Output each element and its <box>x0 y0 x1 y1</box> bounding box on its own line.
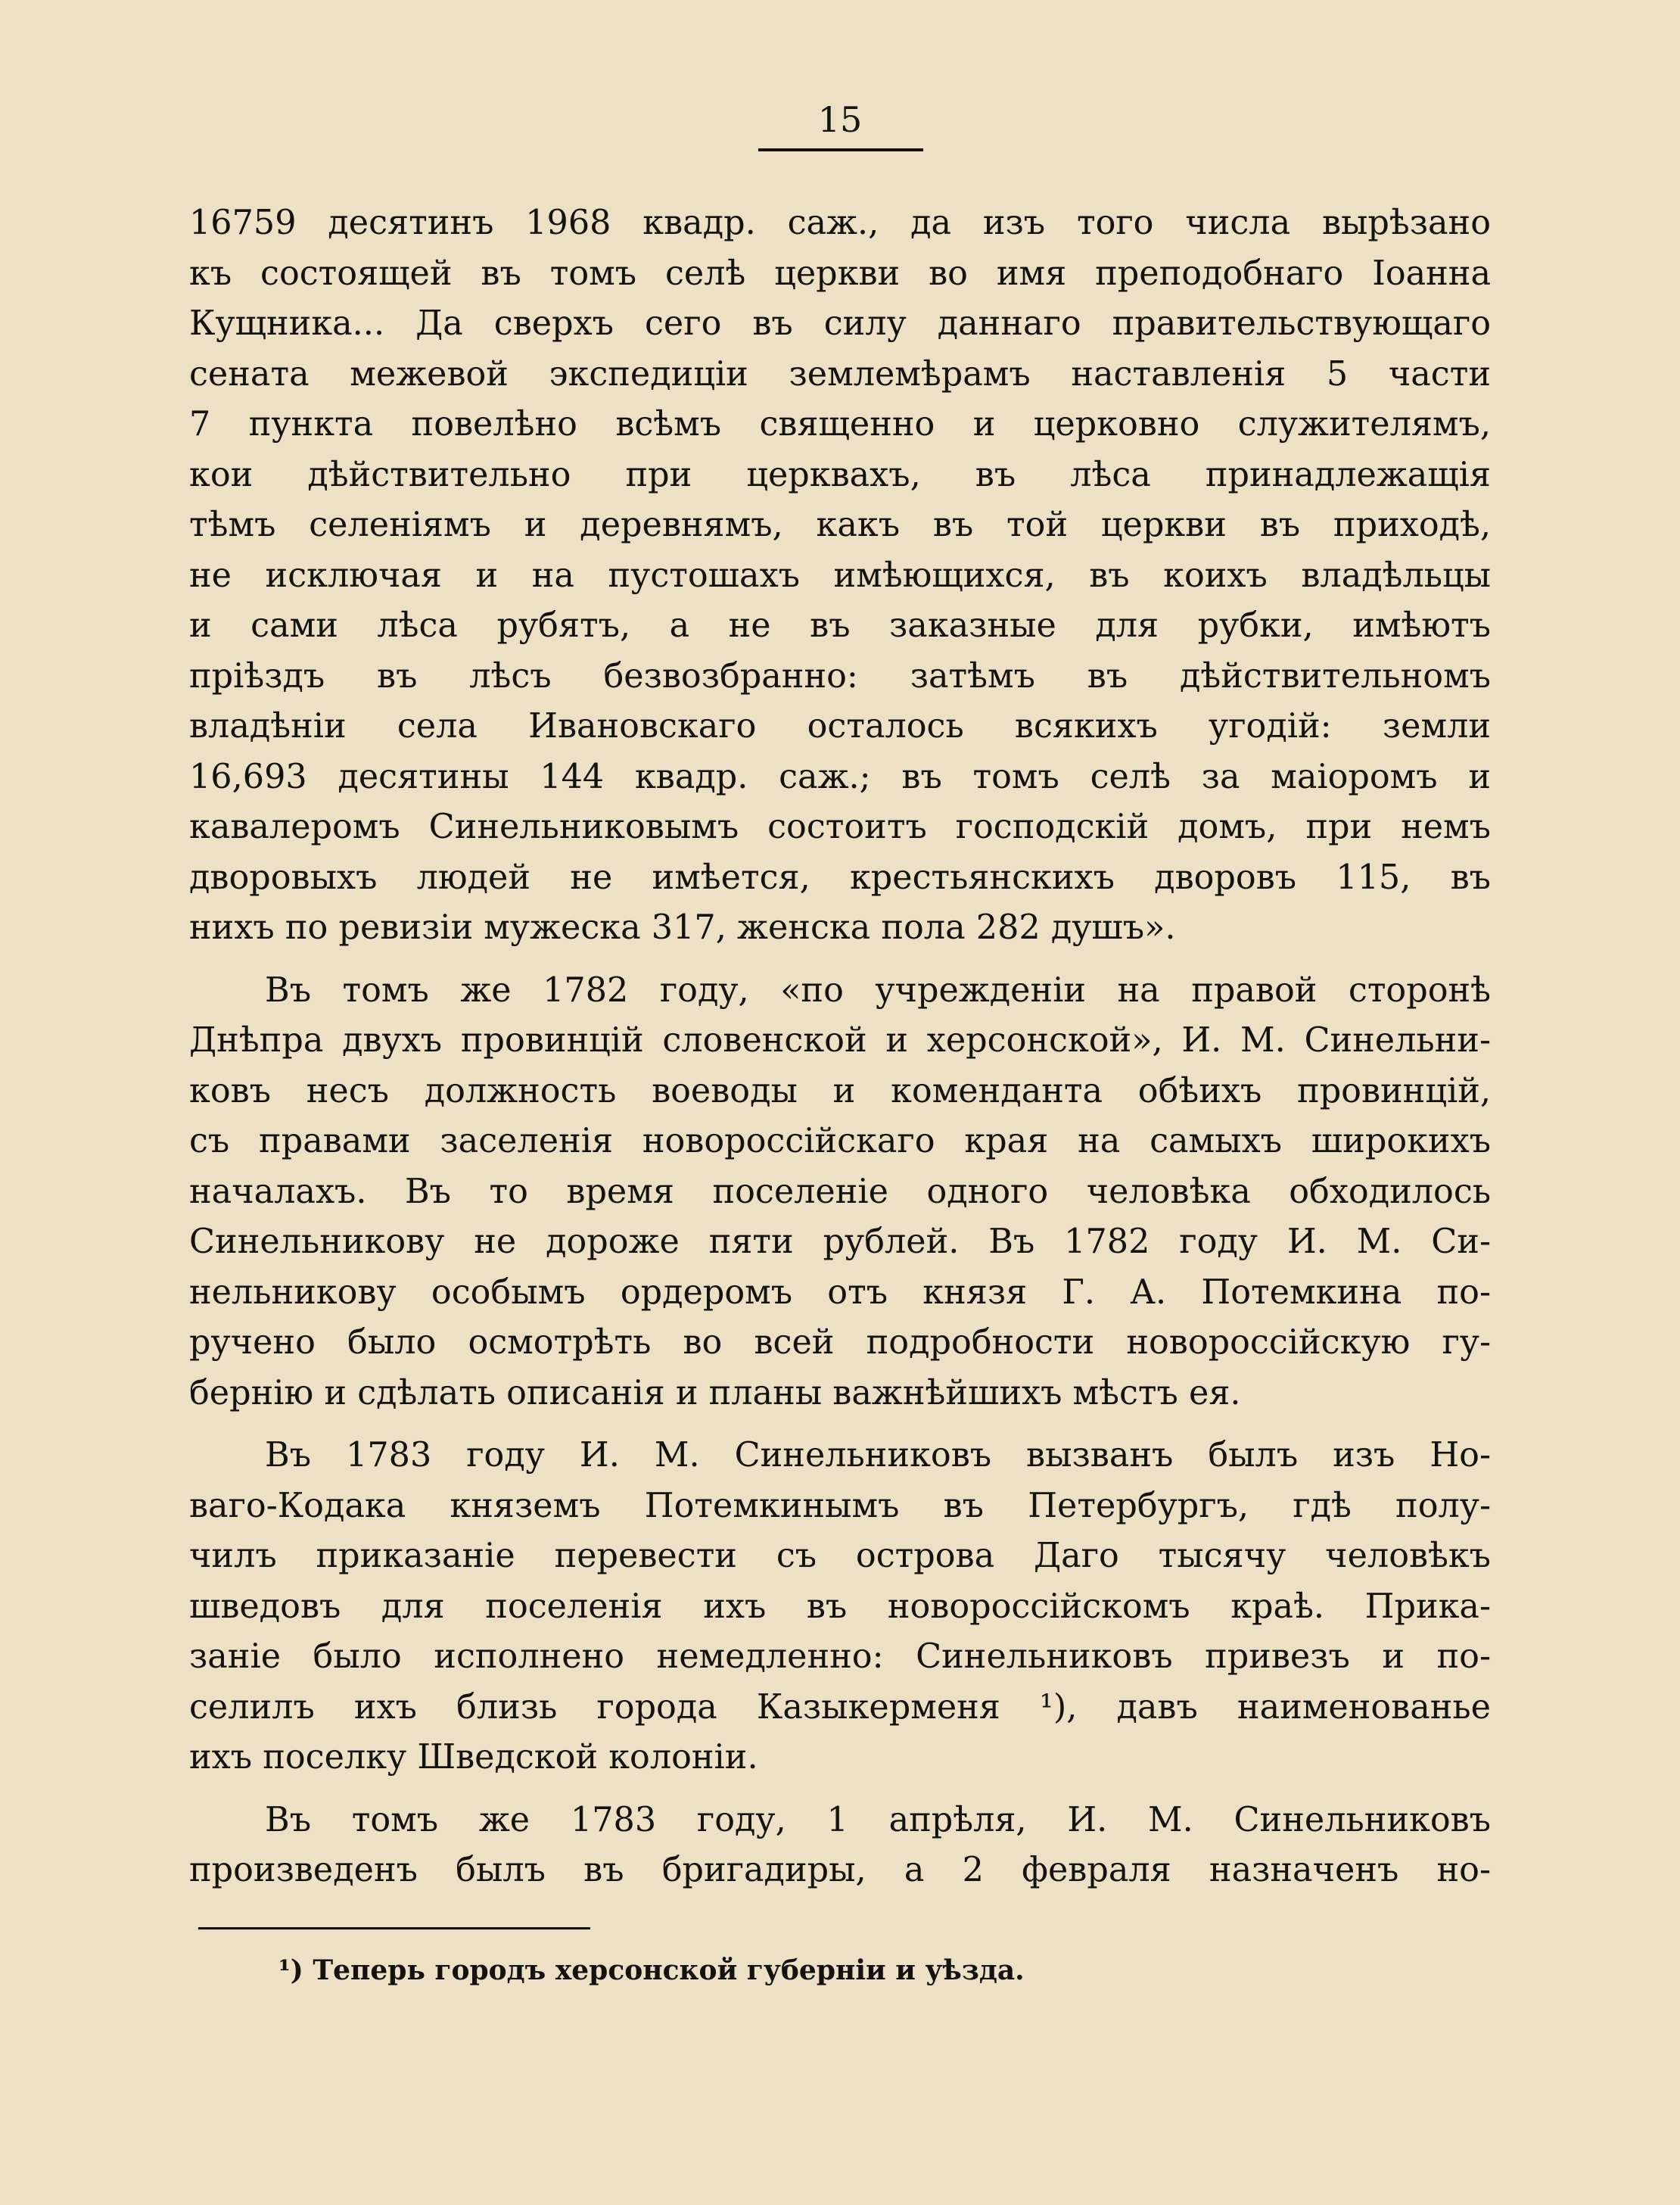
text-line: Въ томъ же 1783 году, 1 апрѣля, И. М. Синельниковъ <box>265 1800 1491 1839</box>
text-line: къ состоящей въ томъ селѣ церкви во имя преподобнаго Іоанна <box>189 254 1491 293</box>
text-line: 16,693 десятины 144 квадр. саж.; въ томъ селѣ за маіоромъ и <box>189 757 1491 796</box>
text-line: произведенъ былъ въ бригадиры, а 2 февраля назначенъ но- <box>189 1851 1491 1889</box>
text-line: сената межевой экспедиціи землемѣрамъ наставленія 5 части <box>189 354 1491 394</box>
text-line: ковъ несъ должность воеводы и коменданта обѣихъ провинцій, <box>189 1071 1491 1110</box>
text-line: заніе было исполнено немедленно: Синельниковъ привезъ и по- <box>189 1637 1491 1676</box>
text-line: и сами лѣса рубятъ, а не въ заказные для рубки, имѣютъ <box>189 606 1491 645</box>
paragraph <box>189 1431 1491 1783</box>
text-line: не исключая и на пустошахъ имѣющихся, въ коихъ владѣльцы <box>189 556 1491 595</box>
text-line: съ правами заселенія новороссійскаго края на самыхъ широкихъ <box>189 1122 1491 1160</box>
text-line: 16759 десятинъ 1968 квадр. саж., да изъ того числа вырѣзано <box>189 204 1491 242</box>
footnote: ¹) Теперь городъ херсонской губерніи и уѣзда. <box>278 1954 1025 1986</box>
text-line: кавалеромъ Синельниковымъ состоитъ господскій домъ, при немъ <box>189 808 1491 846</box>
text-line: Днѣпра двухъ провинцій словенской и херсонской», И. М. Синельни- <box>189 1021 1491 1060</box>
text-line: бернію и сдѣлать описанія и планы важнѣйшихъ мѣстъ ея. <box>189 1373 1241 1412</box>
text-line: нихъ по ревизіи мужеска 317, женска пола 282 душъ». <box>189 908 1176 947</box>
paragraph <box>189 198 1491 954</box>
text-line: 7 пункта повелѣно всѣмъ священно и церковно служителямъ, <box>189 405 1491 444</box>
text-line: Синельникову не дороже пяти рублей. Въ 1782 году И. М. Си- <box>189 1222 1491 1261</box>
text-line: Кущника... Да сверхъ сего въ силу даннаго правительствующаго <box>189 304 1491 343</box>
text-line: селилъ ихъ близь города Казыкерменя ¹), давъ наименованье <box>189 1687 1491 1727</box>
text-line: кои дѣйствительно при церквахъ, въ лѣса принадлежащія <box>189 455 1491 494</box>
text-line: нельникову особымъ ордеромъ отъ князя Г. А. Потемкина по- <box>189 1272 1491 1312</box>
text-line: чилъ приказаніе перевести съ острова Даго тысячу человѣкъ <box>189 1537 1491 1575</box>
body-text <box>189 198 1491 1896</box>
text-line: шведовъ для поселенія ихъ въ новороссійскомъ краѣ. Прика- <box>189 1587 1491 1626</box>
text-line: пріѣздъ въ лѣсъ безвозбранно: затѣмъ въ дѣйствительномъ <box>189 656 1491 696</box>
paragraph <box>189 966 1491 1419</box>
text-line: ваго-Кодака княземъ Потемкинымъ въ Петербургъ, гдѣ полу- <box>189 1486 1491 1525</box>
footnote-separator <box>198 1927 590 1929</box>
text-line: началахъ. Въ то время поселеніе одного человѣка обходилось <box>189 1172 1491 1211</box>
text-line: владѣніи села Ивановскаго осталось всякихъ угодій: земли <box>189 707 1491 746</box>
text-line: Въ томъ же 1782 году, «по учрежденіи на правой сторонѣ <box>265 970 1491 1010</box>
text-line: дворовыхъ людей не имѣется, крестьянскихъ дворовъ 115, въ <box>189 858 1491 897</box>
text-line: ихъ поселку Шведской колоніи. <box>189 1738 758 1777</box>
text-line: ручено было осмотрѣть во всей подробности новороссійскую гу- <box>189 1323 1491 1362</box>
page-number: 15 <box>817 99 863 140</box>
text-line: Въ 1783 году И. М. Синельниковъ вызванъ былъ изъ Но- <box>265 1436 1491 1475</box>
page-number-underline <box>758 148 923 151</box>
text-line: тѣмъ селеніямъ и деревнямъ, какъ въ той церкви въ приходѣ, <box>189 506 1491 544</box>
paragraph <box>189 1795 1491 1896</box>
